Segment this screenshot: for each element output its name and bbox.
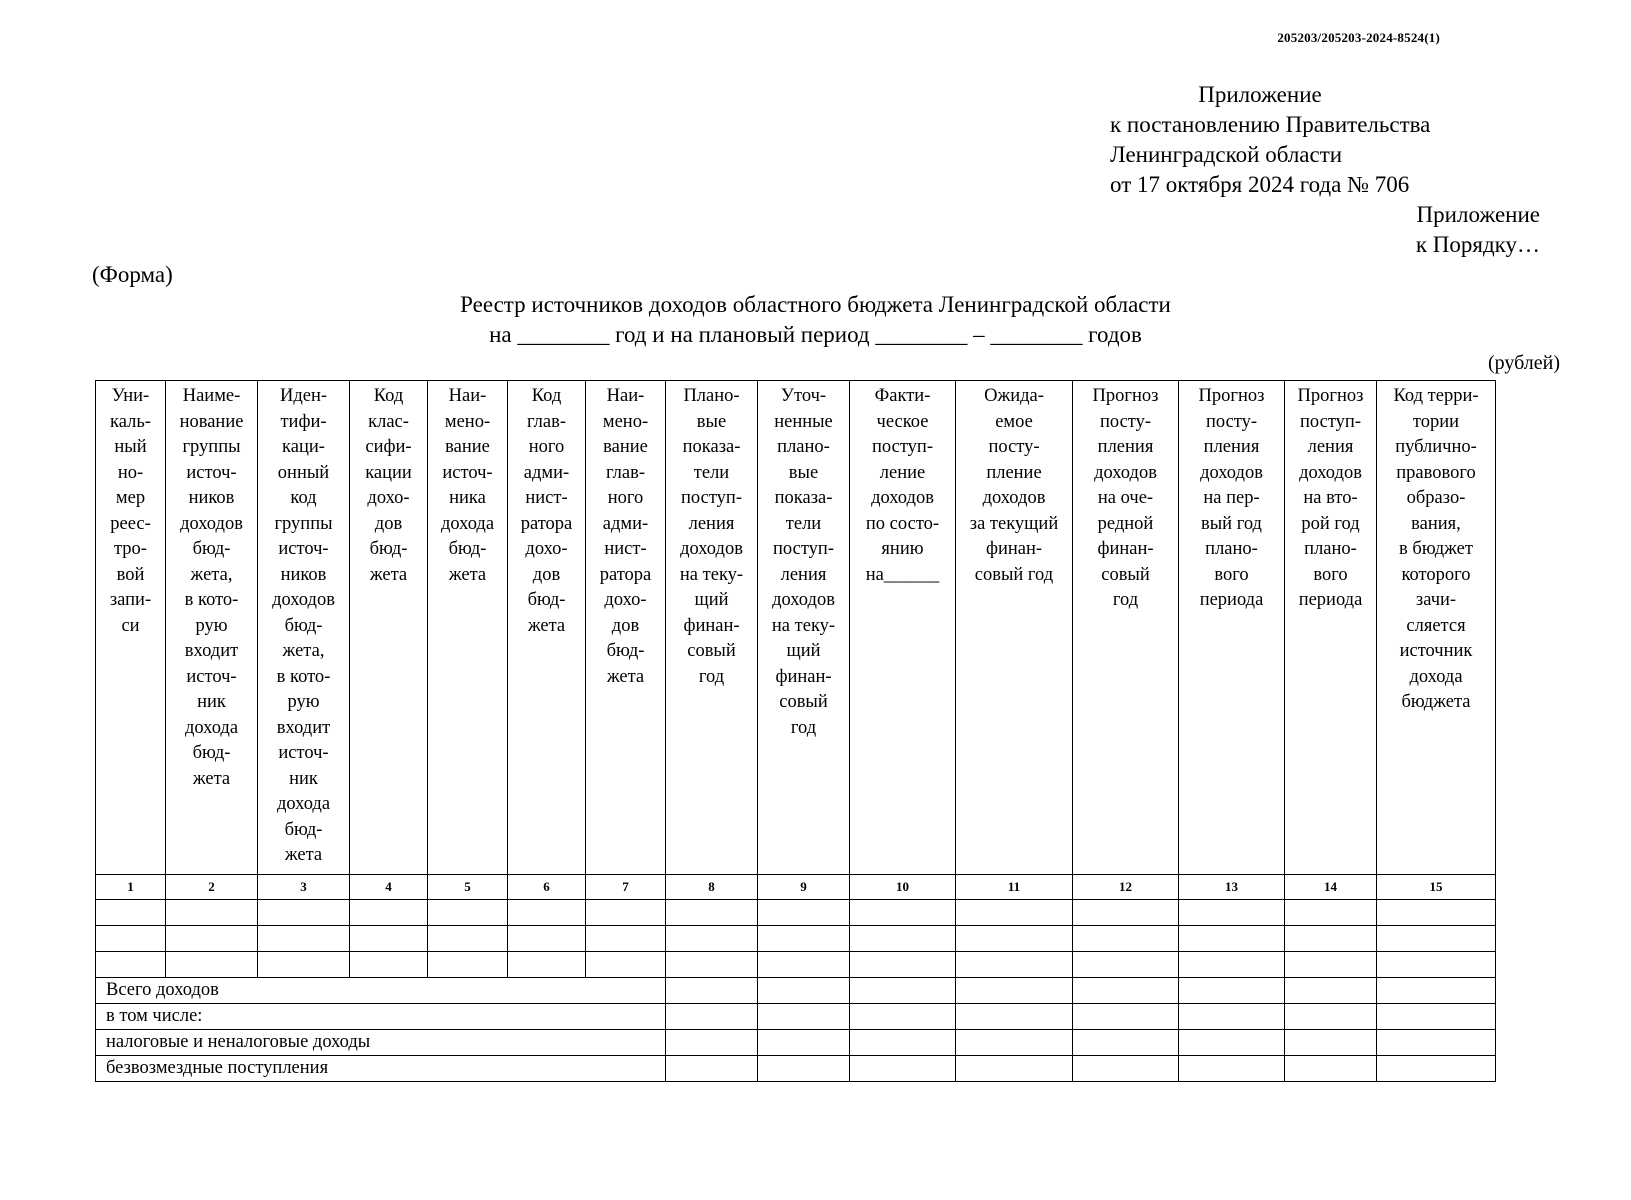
column-number: 1: [96, 875, 166, 900]
header-cell-8: Плано- вые показа- тели поступ- ления доходов на теку- щий финан- совый год: [666, 381, 758, 875]
column-number-row: [96, 875, 1496, 900]
column-number: 8: [666, 875, 758, 900]
income-registry-table: [95, 380, 1496, 1082]
summary-row-grants: [96, 1056, 1496, 1082]
header-cell-6: Код глав- ного адми- нист- ратора дохо- дов бюд- жета: [508, 381, 586, 875]
empty-cell: [758, 952, 850, 978]
header-cell-1: Уни- каль- ный но- мер реес- тро- вой запи- си: [96, 381, 166, 875]
empty-cell: [1073, 978, 1179, 1004]
empty-cell: [758, 978, 850, 1004]
empty-cell: [666, 1056, 758, 1082]
empty-cell: [350, 952, 428, 978]
empty-cell: [350, 926, 428, 952]
empty-cell: [850, 900, 956, 926]
empty-cell: [666, 952, 758, 978]
empty-cell: [1179, 952, 1285, 978]
appendix-line-3: от 17 октября 2024 года № 706: [1110, 172, 1410, 197]
empty-cell: [956, 900, 1073, 926]
summary-row-including: [96, 1004, 1496, 1030]
header-cell-5: Наи- мено- вание источ- ника дохода бюд- жета: [428, 381, 508, 875]
empty-cell: [1179, 926, 1285, 952]
summary-label: Всего доходов: [96, 978, 666, 1004]
empty-cell: [1285, 1004, 1377, 1030]
header-cell-7: Наи- мено- вание глав- ного адми- нист- ратора дохо- дов бюд- жета: [586, 381, 666, 875]
document-id: 205203/205203-2024-8524(1): [1277, 30, 1440, 45]
empty-cell: [956, 952, 1073, 978]
empty-cell: [956, 926, 1073, 952]
empty-cell: [1179, 1056, 1285, 1082]
column-number: 4: [350, 875, 428, 900]
empty-cell: [1285, 1030, 1377, 1056]
sub-appendix-line: к Порядку…: [1415, 232, 1540, 257]
header-cell-14: Прогноз поступ- ления доходов на вто- рой год плано- вого периода: [1285, 381, 1377, 875]
empty-cell: [428, 900, 508, 926]
empty-cell: [96, 926, 166, 952]
empty-cell: [1285, 978, 1377, 1004]
empty-cell: [956, 1004, 1073, 1030]
empty-cell: [258, 926, 350, 952]
appendix-block: [1110, 80, 1550, 260]
summary-label: безвозмездные поступления: [96, 1056, 666, 1082]
empty-cell: [1073, 1004, 1179, 1030]
column-number: 14: [1285, 875, 1377, 900]
empty-cell: [666, 1030, 758, 1056]
empty-cell: [1179, 900, 1285, 926]
empty-cell: [850, 926, 956, 952]
appendix-line-1: к постановлению Правительства: [1110, 112, 1431, 137]
empty-cell: [850, 1004, 956, 1030]
empty-cell: [586, 926, 666, 952]
empty-cell: [166, 926, 258, 952]
column-number: 2: [166, 875, 258, 900]
column-number: 5: [428, 875, 508, 900]
header-row: [96, 381, 1496, 875]
empty-cell: [258, 900, 350, 926]
summary-row-tax: [96, 1030, 1496, 1056]
summary-row-total: [96, 978, 1496, 1004]
header-cell-9: Уточ- ненные плано- вые показа- тели поступ- ления доходов на теку- щий финан- совый год: [758, 381, 850, 875]
empty-cell: [1285, 1056, 1377, 1082]
empty-cell: [508, 952, 586, 978]
header-cell-13: Прогноз посту- пления доходов на пер- вый год плано- вого периода: [1179, 381, 1285, 875]
empty-cell: [1377, 926, 1496, 952]
empty-cell: [850, 1056, 956, 1082]
appendix-title: Приложение: [1198, 82, 1322, 107]
empty-cell: [428, 952, 508, 978]
empty-cell: [350, 900, 428, 926]
empty-cell: [508, 926, 586, 952]
empty-cell: [956, 1056, 1073, 1082]
column-number: 13: [1179, 875, 1285, 900]
empty-cell: [850, 978, 956, 1004]
empty-cell: [1377, 952, 1496, 978]
header-cell-2: Наиме- нование группы источ- ников доходов бюд- жета, в кото- рую входит источ- ник дохода бюд- жета: [166, 381, 258, 875]
empty-cell: [1073, 952, 1179, 978]
title-line-2: на ________ год и на плановый период ________ – ________ годов: [489, 322, 1142, 347]
summary-label: налоговые и неналоговые доходы: [96, 1030, 666, 1056]
units-label: (рублей): [1487, 352, 1560, 374]
empty-cell: [428, 926, 508, 952]
empty-cell: [1377, 1056, 1496, 1082]
title-line-1: Реестр источников доходов областного бюджета Ленинградской области: [460, 292, 1171, 317]
empty-cell: [1377, 1004, 1496, 1030]
empty-cell: [166, 952, 258, 978]
empty-cell: [758, 1056, 850, 1082]
header-cell-3: Иден- тифи- каци- онный код группы источ- ников доходов бюд- жета, в кото- рую входит источ- ник дохода бюд- жета: [258, 381, 350, 875]
empty-cell: [666, 926, 758, 952]
empty-cell: [758, 1004, 850, 1030]
column-number: 6: [508, 875, 586, 900]
empty-cell: [1179, 1030, 1285, 1056]
empty-cell: [1073, 1030, 1179, 1056]
column-number: 7: [586, 875, 666, 900]
column-number: 3: [258, 875, 350, 900]
table-row: [96, 900, 1496, 926]
empty-cell: [758, 900, 850, 926]
column-number: 10: [850, 875, 956, 900]
empty-cell: [1377, 1030, 1496, 1056]
empty-cell: [96, 952, 166, 978]
empty-cell: [1285, 900, 1377, 926]
header-cell-15: Код терри- тории публично- правового образо- вания, в бюджет которого зачи- сляется источник дохода бюджета: [1377, 381, 1496, 875]
empty-cell: [508, 900, 586, 926]
table-row: [96, 952, 1496, 978]
empty-cell: [850, 1030, 956, 1056]
empty-cell: [666, 1004, 758, 1030]
empty-cell: [1073, 1056, 1179, 1082]
empty-cell: [1285, 926, 1377, 952]
empty-cell: [758, 1030, 850, 1056]
empty-cell: [166, 900, 258, 926]
column-number: 12: [1073, 875, 1179, 900]
empty-cell: [956, 978, 1073, 1004]
empty-cell: [1073, 926, 1179, 952]
header-cell-11: Ожида- емое посту- пление доходов за текущий финан- совый год: [956, 381, 1073, 875]
empty-cell: [758, 926, 850, 952]
empty-cell: [258, 952, 350, 978]
empty-cell: [956, 1030, 1073, 1056]
empty-cell: [1179, 978, 1285, 1004]
column-number: 11: [956, 875, 1073, 900]
empty-cell: [666, 900, 758, 926]
form-label: (Форма): [92, 262, 173, 287]
column-number: 9: [758, 875, 850, 900]
appendix-line-2: Ленинградской области: [1110, 142, 1343, 167]
empty-cell: [1377, 978, 1496, 1004]
header-cell-10: Факти- ческое поступ- ление доходов по состо- янию на______: [850, 381, 956, 875]
empty-cell: [1073, 900, 1179, 926]
empty-cell: [850, 952, 956, 978]
header-cell-12: Прогноз посту- пления доходов на оче- редной финан- совый год: [1073, 381, 1179, 875]
empty-cell: [586, 900, 666, 926]
empty-cell: [586, 952, 666, 978]
empty-cell: [1179, 1004, 1285, 1030]
header-cell-4: Код клас- сифи- кации дохо- дов бюд- жета: [350, 381, 428, 875]
empty-cell: [1285, 952, 1377, 978]
document-title: [0, 290, 1631, 350]
summary-label: в том числе:: [96, 1004, 666, 1030]
sub-appendix-title: Приложение: [1416, 202, 1540, 227]
column-number: 15: [1377, 875, 1496, 900]
table-row: [96, 926, 1496, 952]
empty-cell: [1377, 900, 1496, 926]
empty-cell: [96, 900, 166, 926]
empty-cell: [666, 978, 758, 1004]
